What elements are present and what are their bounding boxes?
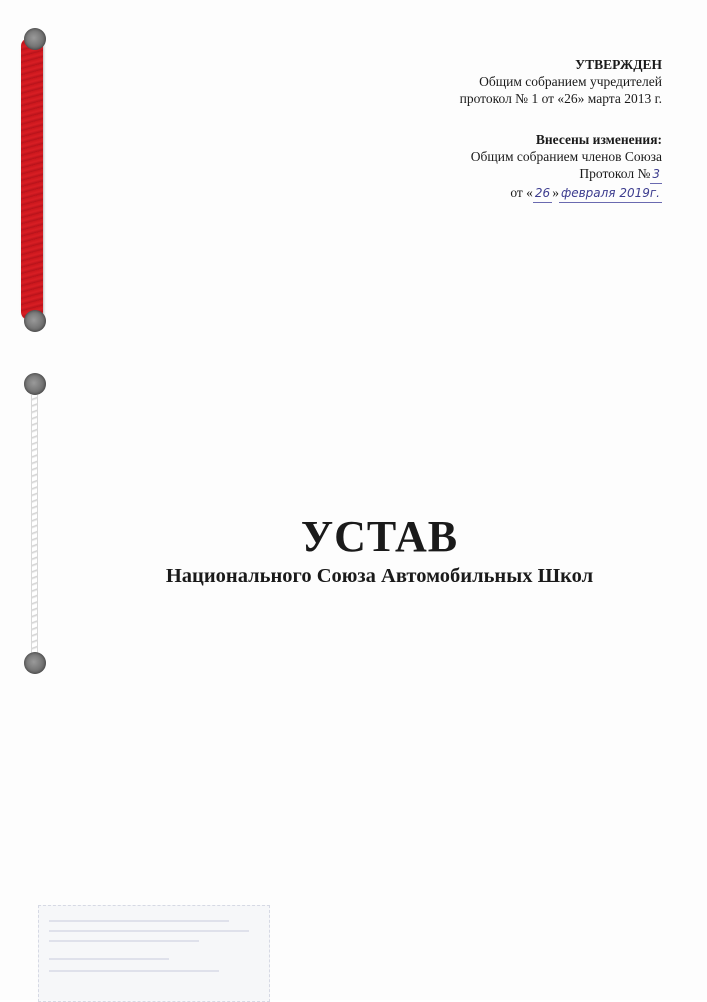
title-block <box>0 512 707 588</box>
approval-block <box>460 56 662 203</box>
document-subtitle: Национального Союза Автомобильных Школ <box>165 565 594 587</box>
amend-date-rest: февраля 2019г. <box>559 185 662 203</box>
approved-protocol: протокол № 1 от «26» марта 2013 г. <box>459 91 662 106</box>
approved-by: Общим собранием учредителей <box>479 74 662 89</box>
binding-ribbon <box>21 38 43 320</box>
registration-stamp <box>38 905 270 1002</box>
punch-hole-bottom <box>24 652 46 674</box>
amend-by: Общим собранием членов Союза <box>470 149 662 164</box>
amend-date-mid: » <box>552 185 559 200</box>
amend-protocol <box>460 165 662 184</box>
punch-hole-upper <box>24 310 46 332</box>
document-title: УСТАВ <box>300 512 459 561</box>
punch-hole-middle <box>24 373 46 395</box>
amend-heading: Внесены изменения: <box>535 132 662 147</box>
amend-protocol-label: Протокол № <box>579 166 651 181</box>
amend-date-prefix: от « <box>510 185 533 200</box>
amend-protocol-number: 3 <box>650 166 662 184</box>
approved-heading: УТВЕРЖДЕН <box>575 57 662 72</box>
amend-date <box>460 184 662 203</box>
amend-date-day: 26 <box>533 185 552 203</box>
punch-hole-top <box>24 28 46 50</box>
